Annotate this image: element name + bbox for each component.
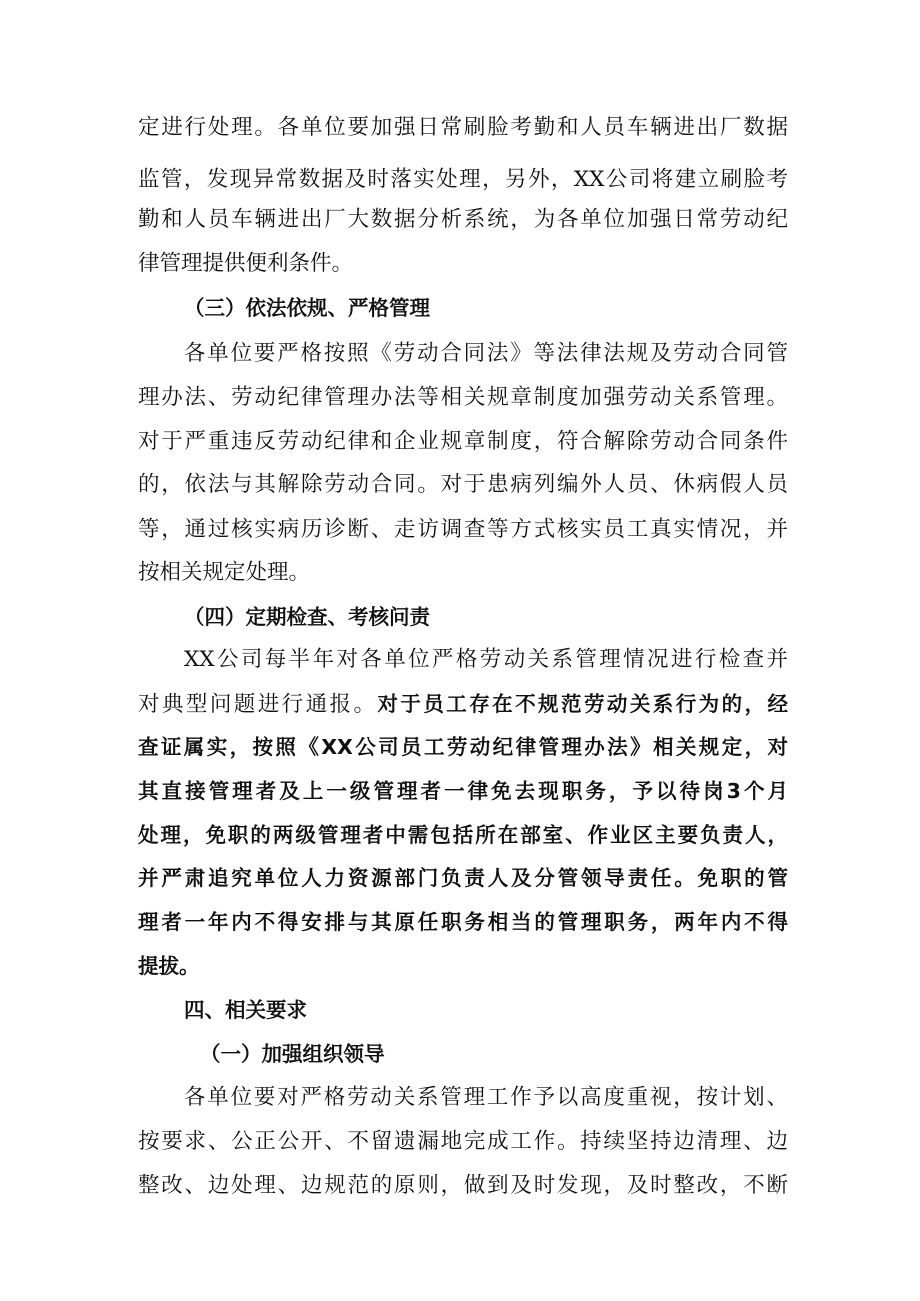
paragraph-line: 监管，发现异常数据及时落实处理，另外，XX公司将建立刷脸考 (138, 167, 788, 192)
section-heading-4: （四）定期检查、考核问责 (184, 605, 430, 629)
section-heading-four: 四、相关要求 (184, 998, 307, 1022)
paragraph-line: 按要求、公正公开、不留遗漏地完成工作。持续坚持边清理、边 (138, 1129, 788, 1154)
paragraph-line: 各单位要严格按照《劳动合同法》等法律法规及劳动合同管 (184, 341, 788, 366)
paragraph-line: 勤和人员车辆进出厂大数据分析系统，为各单位加强日常劳动纪 (138, 207, 788, 232)
paragraph-line-bold: 处理，免职的两级管理者中需包括所在部室、作业区主要负责人， (138, 823, 788, 847)
paragraph-line-bold: 理者一年内不得安排与其原任职务相当的管理职务，两年内不得 (138, 910, 788, 934)
section-heading-3: （三）依法依规、严格管理 (184, 296, 430, 320)
paragraph-line: 按相关规定处理。 (138, 560, 311, 585)
paragraph-line-bold: 其直接管理者及上一级管理者一律免去现职务，予以待岗3个月 (138, 779, 788, 803)
paragraph-line: XX公司每半年对各单位严格劳动关系管理情况进行检查并 (184, 647, 788, 672)
paragraph-line: 整改、边处理、边规范的原则，做到及时发现，及时整改，不断 (138, 1173, 788, 1198)
paragraph-line: 理办法、劳动纪律管理办法等相关规章制度加强劳动关系管理。 (138, 385, 788, 410)
paragraph-line: 的，依法与其解除劳动合同。对于患病列编外人员、休病假人员 (138, 472, 788, 497)
paragraph-line: 各单位要对严格劳动关系管理工作予以高度重视，按计划、 (184, 1085, 788, 1110)
paragraph-line: 对于严重违反劳动纪律和企业规章制度，符合解除劳动合同条件 (138, 429, 788, 454)
paragraph-line: 定进行处理。各单位要加强日常刷脸考勤和人员车辆进出厂数据 (138, 115, 788, 140)
paragraph-line: 等，通过核实病历诊断、走访调查等方式核实员工真实情况，并 (138, 517, 788, 542)
paragraph-line-bold: 提拔。 (138, 954, 200, 978)
paragraph-text-normal: 对典型问题进行通报。 (138, 692, 378, 717)
paragraph-line: 律管理提供便利条件。 (138, 251, 354, 276)
paragraph-line-bold: 查证属实，按照《XX公司员工劳动纪律管理办法》相关规定，对 (138, 735, 788, 759)
paragraph-text-bold: 对于员工存在不规范劳动关系行为的，经 (377, 692, 788, 716)
paragraph-line-mixed (138, 684, 788, 724)
paragraph-line-bold: 并严肃追究单位人力资源部门负责人及分管领导责任。免职的管 (138, 866, 788, 890)
sub-heading-1: （一）加强组织领导 (200, 1042, 385, 1066)
